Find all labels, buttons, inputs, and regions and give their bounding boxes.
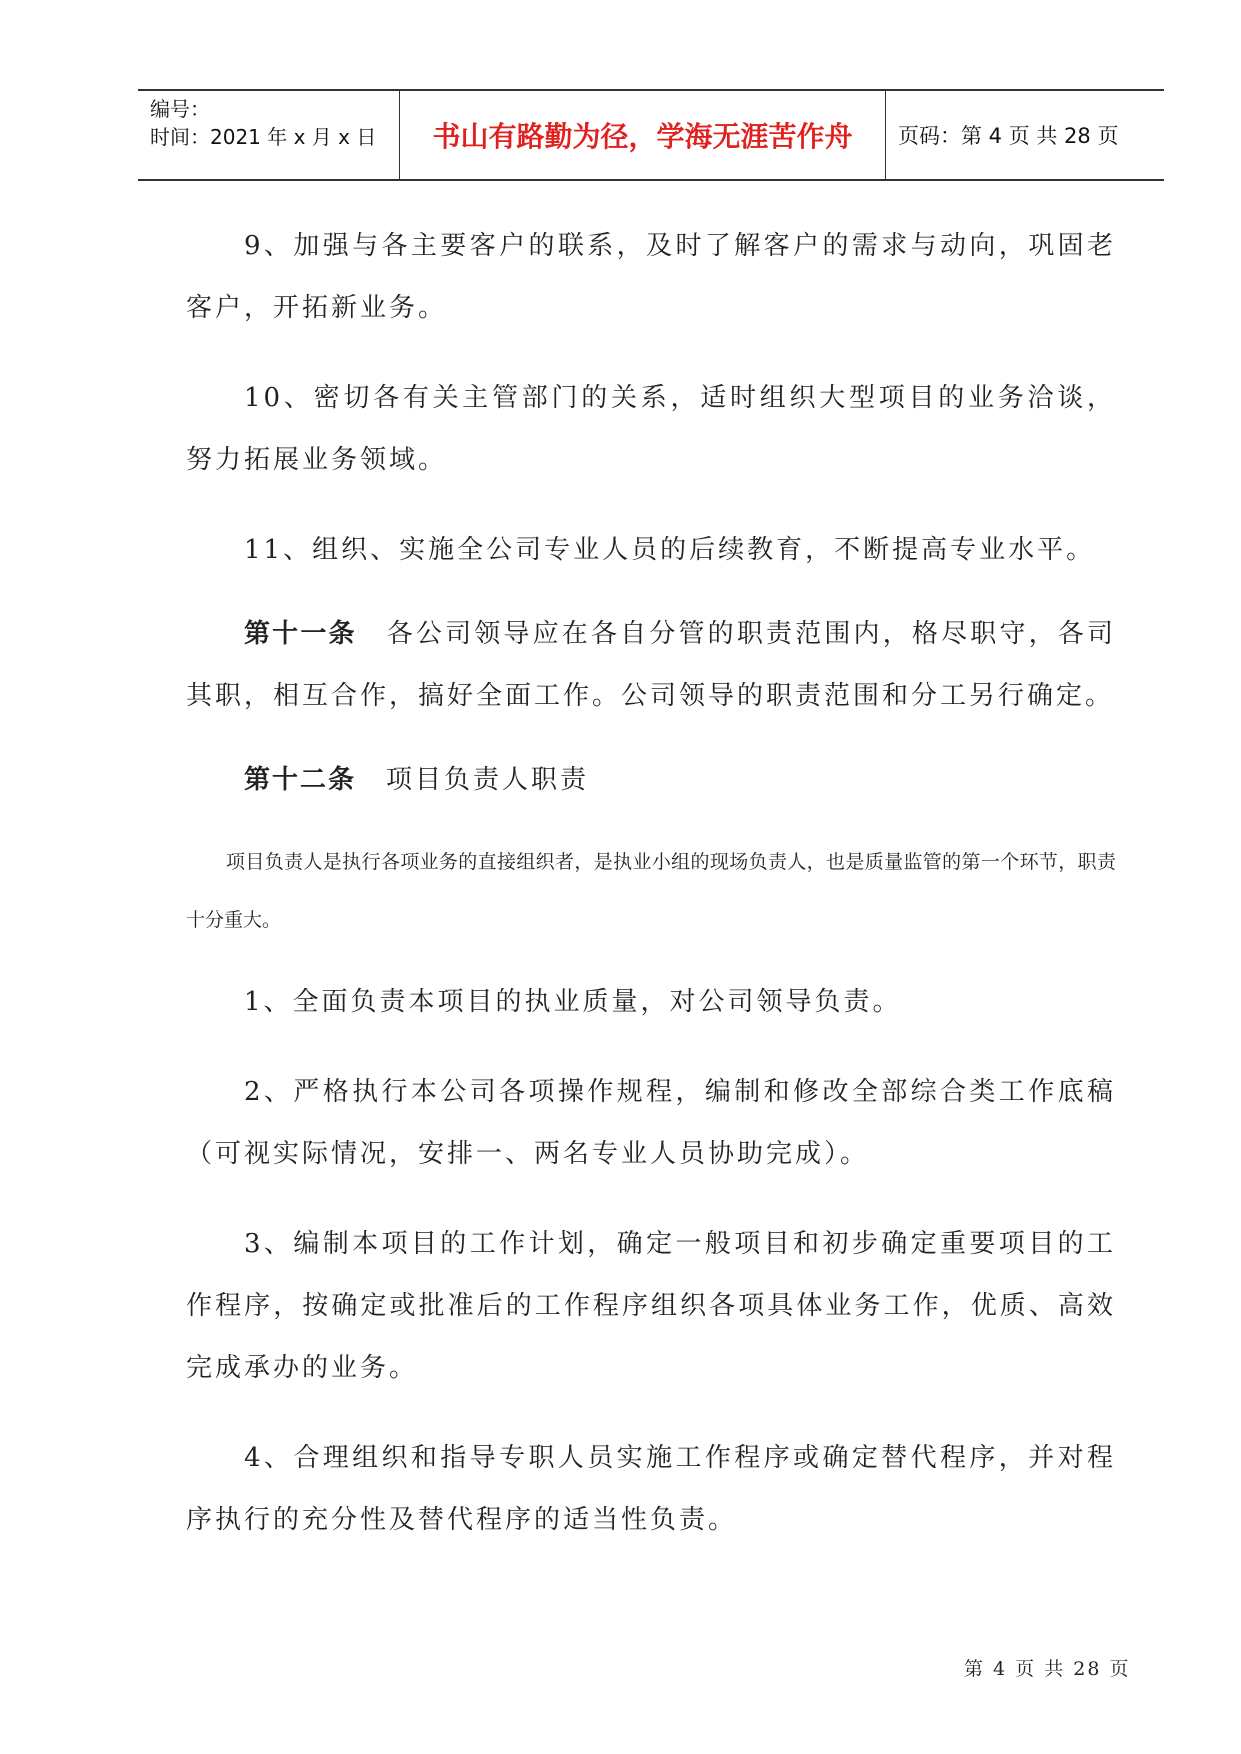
article-11-paragraph (186, 603, 1116, 727)
header-page-info: 页码：第 4 页 共 28 页 (898, 124, 1119, 148)
header-table (138, 89, 1164, 181)
duty-item-1: 1、全面负责本项目的执业质量，对公司领导负责。 (244, 987, 902, 1017)
serial-number-label: 编号： (150, 97, 210, 121)
duty-item-2: 2、严格执行本公司各项操作规程，编制和修改全部综合类工作底稿（可视实际情况，安排一、两名专业人员协助完成）。 (186, 1077, 1116, 1169)
duty-item-3: 3、编制本项目的工作计划，确定一般项目和初步确定重要项目的工作程序，按确定或批准后的工作程序组织各项具体业务工作，优质、高效完成承办的业务。 (186, 1229, 1116, 1383)
article-12-text: 项目负责人职责 (386, 765, 590, 795)
date-label: 时间：2021 年 x 月 x 日 (150, 125, 377, 149)
motto-text: 书山有路勤为径，学海无涯苦作舟 (432, 120, 853, 153)
header-motto-cell (400, 91, 886, 179)
paragraph-item-10: 10、密切各有关主管部门的关系，适时组织大型项目的业务洽谈，努力拓展业务领域。 (186, 383, 1116, 475)
project-lead-intro: 项目负责人是执行各项业务的直接组织者，是执业小组的现场负责人，也是质量监管的第一个环节，职责十分重大。 (186, 851, 1116, 931)
article-12-heading (186, 749, 1116, 811)
footer-page-number: 第 4 页 共 28 页 (964, 1658, 1131, 1680)
header-meta-cell (138, 91, 400, 179)
article-11-text: 各公司领导应在各自分管的职责范围内，格尽职守，各司其职，相互合作，搞好全面工作。公司领导的职责范围和分工另行确定。 (186, 619, 1116, 711)
header-page-cell (886, 91, 1164, 179)
duty-item-4: 4、合理组织和指导专职人员实施工作程序或确定替代程序，并对程序执行的充分性及替代程序的适当性负责。 (186, 1443, 1116, 1535)
article-12-title: 第十二条 (244, 765, 357, 795)
document-body (186, 215, 1116, 1551)
article-11-title: 第十一条 (244, 619, 357, 649)
paragraph-item-11: 11、组织、实施全公司专业人员的后续教育，不断提高专业水平。 (244, 535, 1096, 565)
paragraph-item-9: 9、加强与各主要客户的联系，及时了解客户的需求与动向，巩固老客户，开拓新业务。 (186, 231, 1116, 323)
